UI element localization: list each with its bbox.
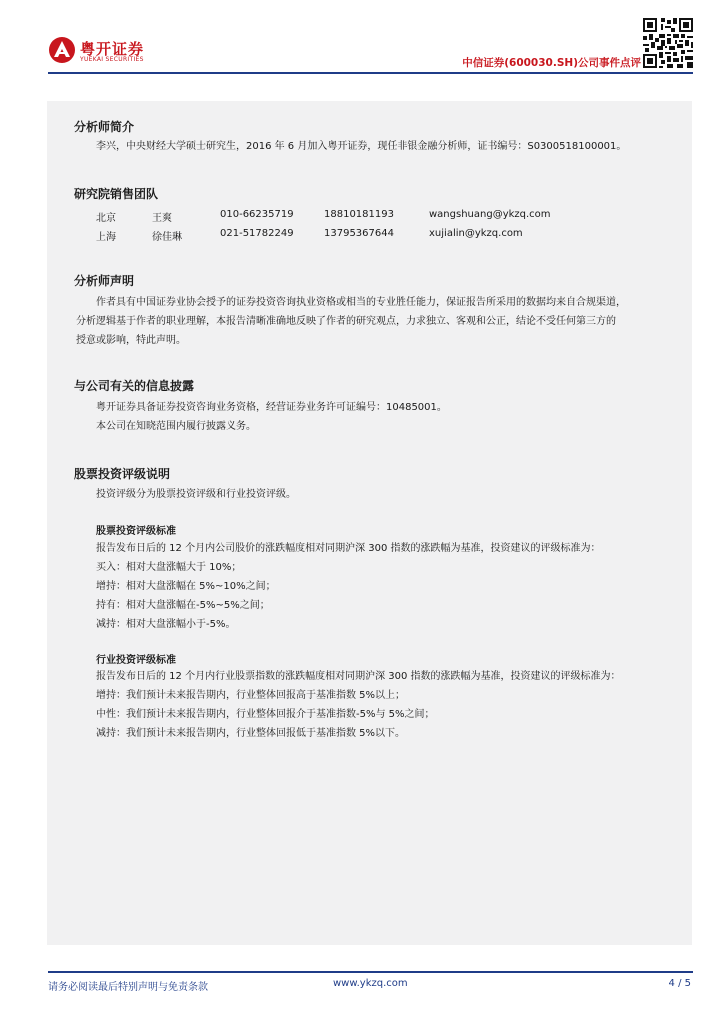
stock-rating-line: 减持：相对大盘涨幅小于-5%。: [96, 619, 236, 630]
contact-phone: 021-51782249: [220, 228, 294, 239]
industry-rating-line: 报告发布日后的 12 个月内行业股票指数的涨跌幅度相对同期沪深 300 指数的涨跌幅为基准，投资建议的评级标准为：: [96, 671, 621, 682]
footer-divider: [48, 971, 693, 973]
logo-text-en: YUEKAI SECURITIES: [80, 56, 144, 63]
contact-email[interactable]: wangshuang@ykzq.com: [429, 209, 551, 220]
analyst-intro-title: 分析师简介: [74, 120, 135, 134]
statement-line: 授意或影响，特此声明。: [76, 335, 186, 346]
website-link[interactable]: www.ykzq.com: [333, 978, 408, 989]
company-logo: [48, 36, 188, 70]
sales-team-title: 研究院销售团队: [74, 187, 159, 201]
disclosure-line: 本公司在知晓范围内履行披露义务。: [96, 421, 256, 432]
qr-code-icon: [643, 18, 693, 68]
analyst-intro-text: 李兴，中央财经大学硕士研究生，2016 年 6 月加入粤开证券，现任非银金融分析师，证书编号：S0300518100001。: [96, 141, 627, 152]
stock-rating-title: 股票投资评级标准: [96, 526, 176, 537]
stock-rating-line: 持有：相对大盘涨幅在-5%~5%之间；: [96, 600, 270, 611]
contact-email[interactable]: xujialin@ykzq.com: [429, 228, 523, 239]
industry-rating-line: 中性：我们预计未来报告期内，行业整体回报介于基准指数-5%与 5%之间；: [96, 709, 435, 720]
stock-rating-line: 买入：相对大盘涨幅大于 10%；: [96, 562, 242, 573]
disclosure-title: 与公司有关的信息披露: [74, 379, 195, 393]
contact-phone: 010-66235719: [220, 209, 294, 220]
industry-rating-line: 减持：我们预计未来报告期内，行业整体回报低于基准指数 5%以下。: [96, 728, 406, 739]
industry-rating-line: 增持：我们预计未来报告期内，行业整体回报高于基准指数 5%以上；: [96, 690, 406, 701]
contact-mobile: 13795367644: [324, 228, 394, 239]
analyst-statement-title: 分析师声明: [74, 274, 135, 288]
logo-mark-icon: [48, 36, 76, 64]
statement-line: 作者具有中国证券业协会授予的证券投资咨询执业资格或相当的专业胜任能力，保证报告所采用的数据均来自合规渠道，: [96, 297, 626, 308]
rating-title: 股票投资评级说明: [74, 467, 171, 481]
stock-rating-line: 报告发布日后的 12 个月内公司股价的涨跌幅度相对同期沪深 300 指数的涨跌幅为基准，投资建议的评级标准为：: [96, 543, 601, 554]
stock-rating-line: 增持：相对大盘涨幅在 5%~10%之间；: [96, 581, 276, 592]
contact-name: 王爽: [152, 213, 172, 224]
statement-line: 分析逻辑基于作者的职业理解，本报告清晰准确地反映了作者的研究观点，力求独立、客观和公正，结论不受任何第三方的: [76, 316, 616, 327]
contact-mobile: 18810181193: [324, 209, 394, 220]
industry-rating-title: 行业投资评级标准: [96, 655, 176, 666]
disclaimer-notice: 请务必阅读最后特别声明与免责条款: [48, 982, 208, 993]
contact-city: 上海: [96, 232, 116, 243]
header-divider: [48, 72, 693, 74]
contact-city: 北京: [96, 213, 116, 224]
contact-name: 徐佳琳: [152, 232, 182, 243]
disclosure-line: 粤开证券具备证券投资咨询业务资格，经营证券业务许可证编号：10485001。: [96, 402, 447, 413]
rating-intro: 投资评级分为股票投资评级和行业投资评级。: [96, 489, 296, 500]
page-header: [0, 0, 724, 80]
report-title: 中信证券(600030.SH)公司事件点评: [462, 57, 641, 69]
page-number: 4 / 5: [668, 978, 691, 989]
logo-text-cn: 粤开证券: [80, 40, 145, 58]
